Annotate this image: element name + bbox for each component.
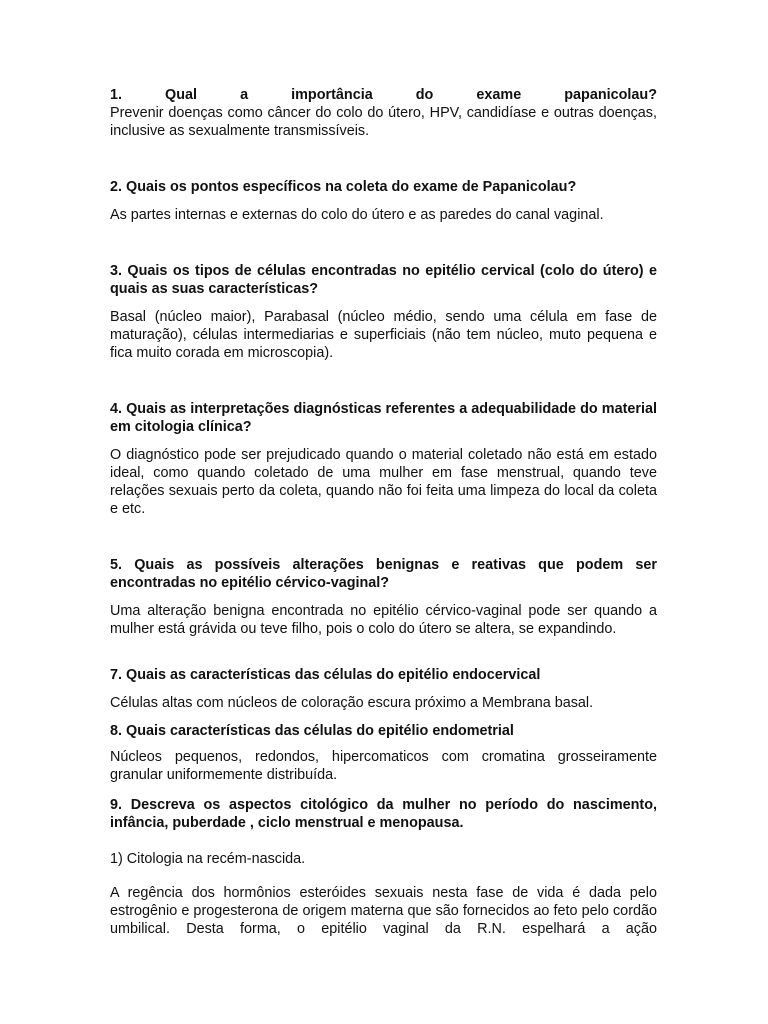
answer-7: Células altas com núcleos de coloração escura próximo a Membrana basal.	[110, 695, 594, 711]
answer-5: Uma alteração benigna encontrada no epitélio cérvico-vaginal pode ser quando a mulher está grávida ou teve filho, pois o colo do útero se altera, se expandindo.	[110, 603, 657, 637]
question-1: 1. Qual a importância do exame papanicolau?	[110, 87, 657, 103]
question-4: 4. Quais as interpretações diagnósticas referentes a adequabilidade do material em citologia clínica?	[110, 401, 657, 435]
question-8: 8. Quais características das células do epitélio endometrial	[110, 723, 514, 739]
answer-1: Prevenir doenças como câncer do colo do útero, HPV, candidíase e outras doenças, inclusive as sexualmente transmissíveis.	[110, 105, 657, 139]
question-3: 3. Quais os tipos de células encontradas no epitélio cervical (colo do útero) e quais as suas características?	[110, 263, 657, 297]
answer-9: A regência dos hormônios esteróides sexuais nesta fase de vida é dada pelo estrogênio e progesterona de origem materna que são fornecidos ao feto pelo cordão umbilical. Desta forma, o epitélio vaginal da R.N. espelhará a ação	[110, 885, 657, 937]
question-2: 2. Quais os pontos específicos na coleta do exame de Papanicolau?	[110, 179, 577, 195]
question-9: 9. Descreva os aspectos citológico da mulher no período do nascimento, infância, puberdade , ciclo menstrual e menopausa.	[110, 797, 657, 831]
answer-2: As partes internas e externas do colo do útero e as paredes do canal vaginal.	[110, 207, 604, 223]
question-7: 7. Quais as características das células do epitélio endocervical	[110, 667, 541, 683]
subheading-9: 1) Citologia na recém-nascida.	[110, 851, 306, 867]
answer-8: Núcleos pequenos, redondos, hipercomaticos com cromatina grosseiramente granular uniformemente distribuída.	[110, 749, 657, 783]
answer-3: Basal (núcleo maior), Parabasal (núcleo médio, sendo uma célula em fase de maturação), células intermediarias e superficiais (não tem núcleo, muto pequena e fica muito corada em microscopia).	[110, 309, 657, 361]
question-5: 5. Quais as possíveis alterações benignas e reativas que podem ser encontradas no epitélio cérvico-vaginal?	[110, 557, 657, 591]
answer-4: O diagnóstico pode ser prejudicado quando o material coletado não está em estado ideal, como quando coletado de uma mulher em fase menstrual, quando teve relações sexuais perto da coleta, quando não foi feita uma limpeza do local da coleta e etc.	[110, 447, 657, 517]
